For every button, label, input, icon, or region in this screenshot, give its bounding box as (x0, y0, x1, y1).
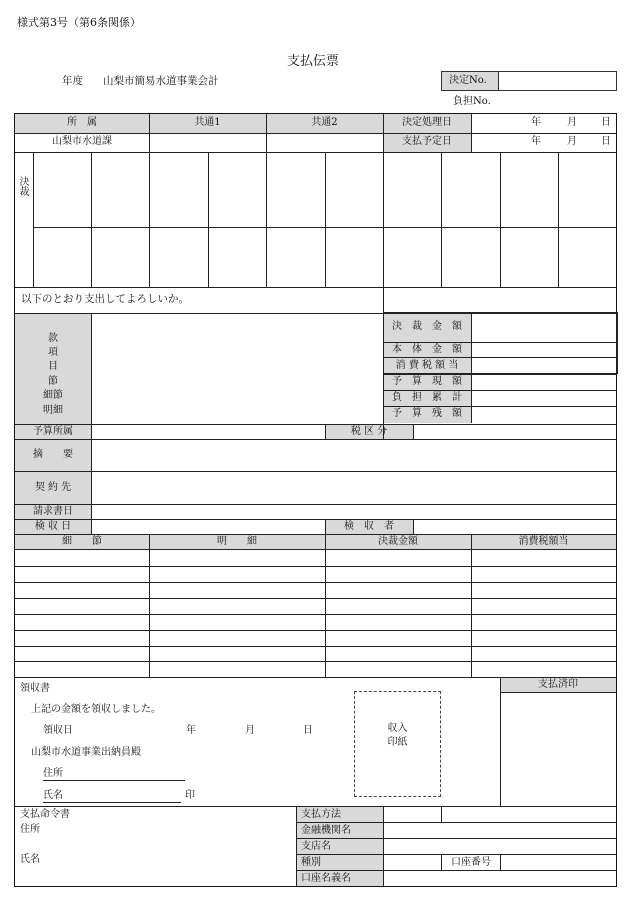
dept-label: 所 属 (67, 117, 97, 128)
approval-label: 決裁 (17, 176, 28, 196)
decision-no-text: 決定No. (449, 75, 487, 86)
common1-label: 共通1 (194, 117, 221, 128)
account-type-label: 種別 (301, 857, 321, 868)
payment-order-title: 支払命令書 (20, 809, 70, 820)
detail-header-meisai: 明 細 (217, 536, 257, 547)
form-border (14, 113, 617, 887)
common2-label: 共通2 (311, 117, 338, 128)
request-text: 以下のとおり支出してよろしいか。 (21, 293, 189, 305)
summary-label: 摘 要 (33, 449, 73, 460)
fiscal-year-label: 年度 (62, 75, 83, 87)
dept-value: 山梨市水道課 (52, 136, 112, 147)
pay-date-month: 月 (567, 136, 577, 147)
amount-budget-current: 予 算 現 額 (392, 376, 462, 387)
budget-item-kou: 項 (48, 347, 58, 358)
account-holder-label: 口座名義名 (301, 873, 351, 884)
receipt-name-line[interactable] (43, 802, 181, 803)
seal-mark: 印 (185, 790, 195, 801)
pay-date-day: 日 (601, 136, 611, 147)
invoice-date-label: 請求書日 (33, 506, 73, 517)
receipt-address-label: 住所 (43, 768, 63, 779)
tax-class-label: 税 区 分 (350, 426, 388, 437)
inspection-date-label: 検 収 日 (34, 521, 72, 532)
form-number: 様式第3号（第6条関係） (17, 16, 141, 29)
paid-stamp-label: 支払済印 (538, 679, 578, 690)
decision-date-year: 年 (531, 117, 541, 128)
receipt-addressee: 山梨市水道事業出納員殿 (31, 747, 141, 758)
payment-address-label: 住所 (20, 824, 40, 835)
budget-item-moku: 目 (48, 361, 58, 372)
decision-date-day: 日 (601, 117, 611, 128)
receipt-address-line[interactable] (43, 780, 185, 781)
receipt-year: 年 (186, 725, 196, 736)
decision-no-field[interactable] (498, 71, 617, 91)
amount-decision: 決 裁 金 額 (392, 321, 462, 332)
amount-body: 本 体 金 額 (392, 344, 462, 355)
payment-name-label: 氏名 (20, 854, 40, 865)
amount-tax: 消 費 税 額 当 (395, 360, 459, 371)
detail-header-tax: 消費税額当 (518, 536, 569, 547)
pay-date-label: 支払予定日 (402, 136, 452, 147)
receipt-text: 上記の金額を領収しました。 (31, 704, 161, 715)
receipt-month: 月 (245, 725, 255, 736)
receipt-day: 日 (303, 725, 313, 736)
account-number-label: 口座番号 (451, 857, 491, 868)
budget-item-kan: 款 (48, 333, 58, 344)
detail-header-setsu: 細 節 (62, 536, 102, 547)
amount-budget-remaining: 予 算 残 額 (392, 408, 462, 419)
pay-date-year: 年 (531, 136, 541, 147)
stamp-label-2: 印紙 (387, 737, 408, 748)
stamp-label-1: 収入 (387, 723, 408, 734)
contractor-label: 契 約 先 (34, 482, 72, 493)
account-name: 山梨市簡易水道事業会計 (103, 75, 219, 87)
budget-item-setsu: 節 (48, 376, 58, 387)
payment-method-label: 支払方法 (301, 809, 341, 820)
branch-name-label: 支店名 (301, 841, 331, 852)
detail-header-amount: 決裁金額 (378, 536, 418, 547)
burden-no-label: 負担No. (453, 96, 491, 107)
inspector-label: 検 収 者 (344, 521, 394, 532)
decision-date-label: 決定処理日 (402, 117, 452, 128)
amount-burden-total: 負 担 累 計 (392, 392, 462, 403)
receipt-title: 領収書 (20, 683, 50, 694)
page-title: 支払伝票 (287, 54, 340, 69)
bank-name-label: 金融機関名 (301, 825, 351, 836)
budget-item-meisai: 明細 (43, 405, 63, 416)
budget-item-saisetsu: 細節 (43, 390, 63, 401)
receipt-name-label: 氏名 (43, 790, 63, 801)
budget-dept-label: 予算所属 (33, 426, 73, 437)
receipt-date-label: 領収日 (43, 725, 73, 736)
decision-date-month: 月 (567, 117, 577, 128)
